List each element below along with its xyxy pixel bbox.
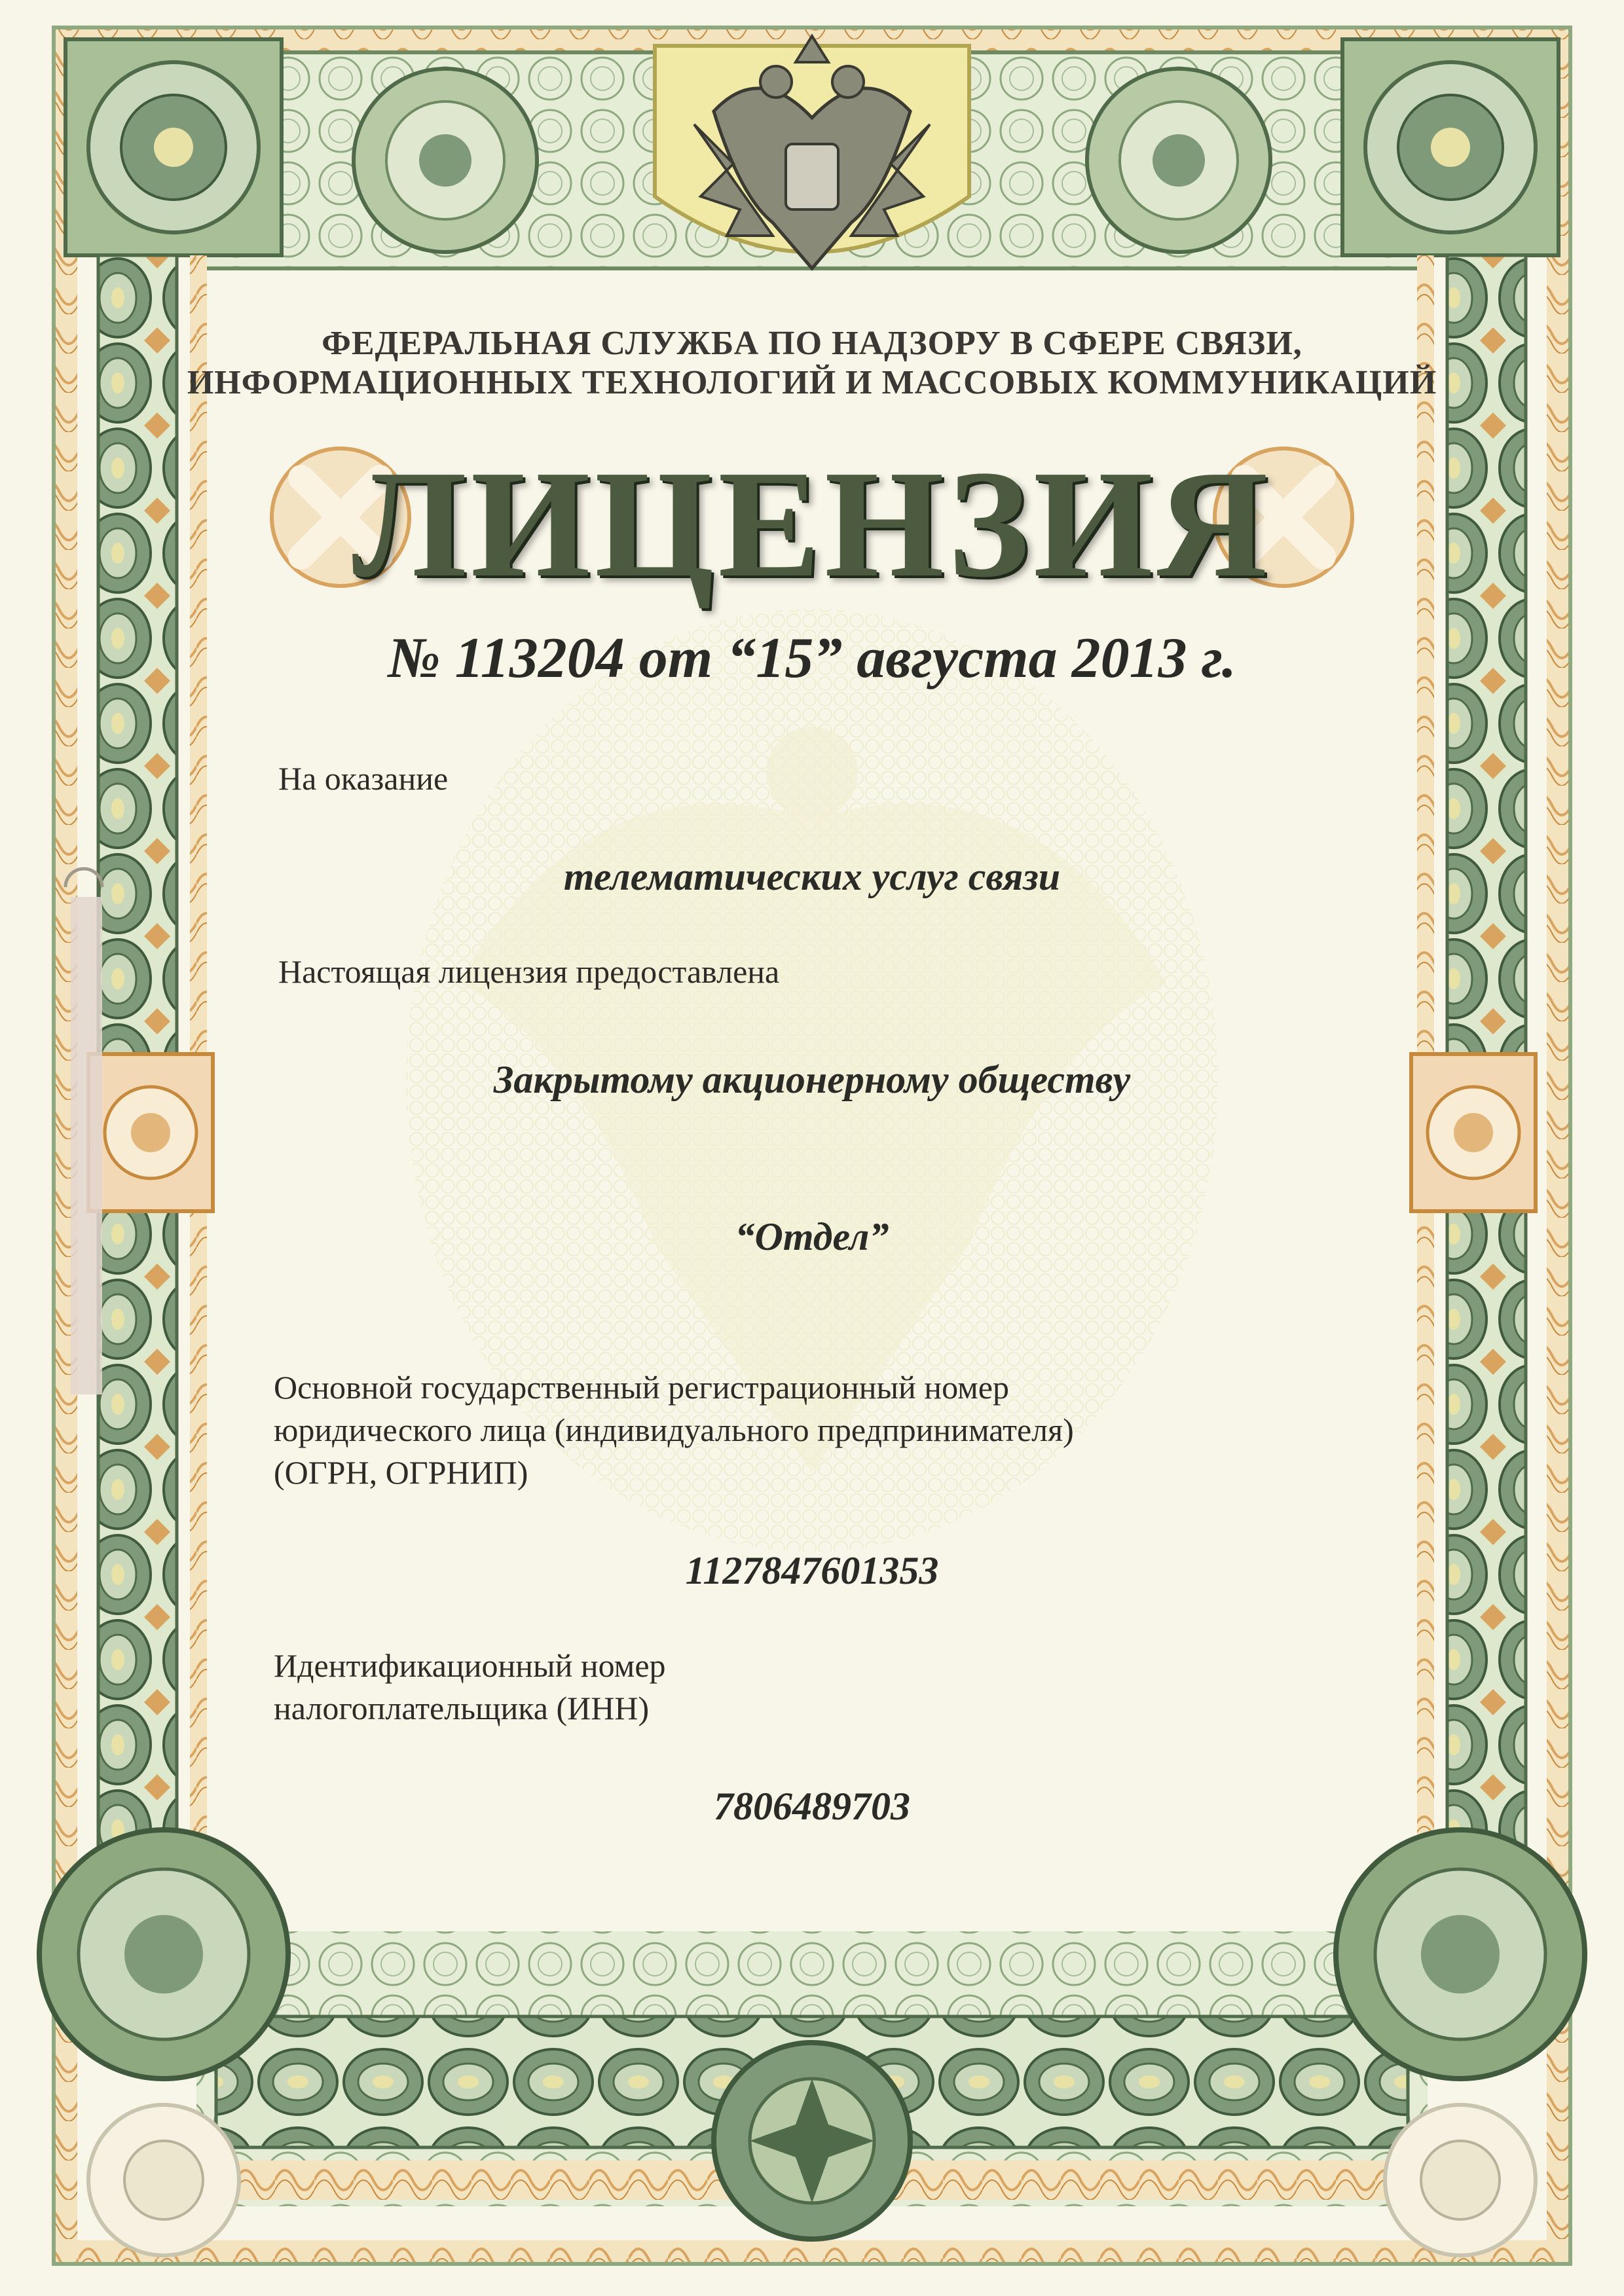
license-number-date: № 113204 от “15” августа 2013 г. — [388, 627, 1236, 690]
company-type: Закрытому акционерному обществу — [493, 1058, 1131, 1101]
inn-label-line-1: Идентификационный номер — [274, 1647, 666, 1684]
ogrn-label-line-1: Основной государственный регистрационный номер — [274, 1369, 1009, 1406]
bottom-rosette-center — [714, 2043, 910, 2239]
service-label: На оказание — [278, 760, 449, 797]
grantee-label: Настоящая лицензия предоставлена — [278, 953, 780, 990]
binder-tape — [65, 869, 102, 1394]
service-value: телематических услуг связи — [563, 855, 1061, 898]
corner-ornament-top-right — [1342, 39, 1559, 255]
top-rosette-right — [1087, 69, 1270, 252]
inn-value: 7806489703 — [714, 1785, 910, 1828]
bottom-rosette-right — [1336, 1830, 1585, 2079]
issuer-name-line-2: ИНФОРМАЦИОННЫХ ТЕХНОЛОГИЙ И МАССОВЫХ КОММУНИКАЦИЙ — [187, 364, 1437, 401]
issuer-name-line-1: ФЕДЕРАЛЬНАЯ СЛУЖБА ПО НАДЗОРУ В СФЕРЕ СВЯЗИ, — [322, 325, 1302, 362]
inn-label-line-2: налогоплательщика (ИНН) — [274, 1690, 650, 1726]
corner-ornament-bottom-right — [1385, 2105, 1536, 2255]
bottom-rosette-left — [39, 1830, 288, 2079]
company-name: “Отдел” — [735, 1215, 889, 1258]
corner-ornament-bottom-left — [88, 2105, 239, 2255]
ogrn-label-line-3: (ОГРН, ОГРНИП) — [274, 1454, 528, 1491]
ogrn-value: 1127847601353 — [685, 1549, 939, 1592]
document-title: ЛИЦЕНЗИЯ — [352, 439, 1272, 609]
top-rosette-left — [354, 69, 537, 252]
corner-ornament-top-left — [65, 39, 282, 255]
ogrn-label-line-2: юридического лица (индивидуального предпринимателя) — [274, 1412, 1074, 1448]
